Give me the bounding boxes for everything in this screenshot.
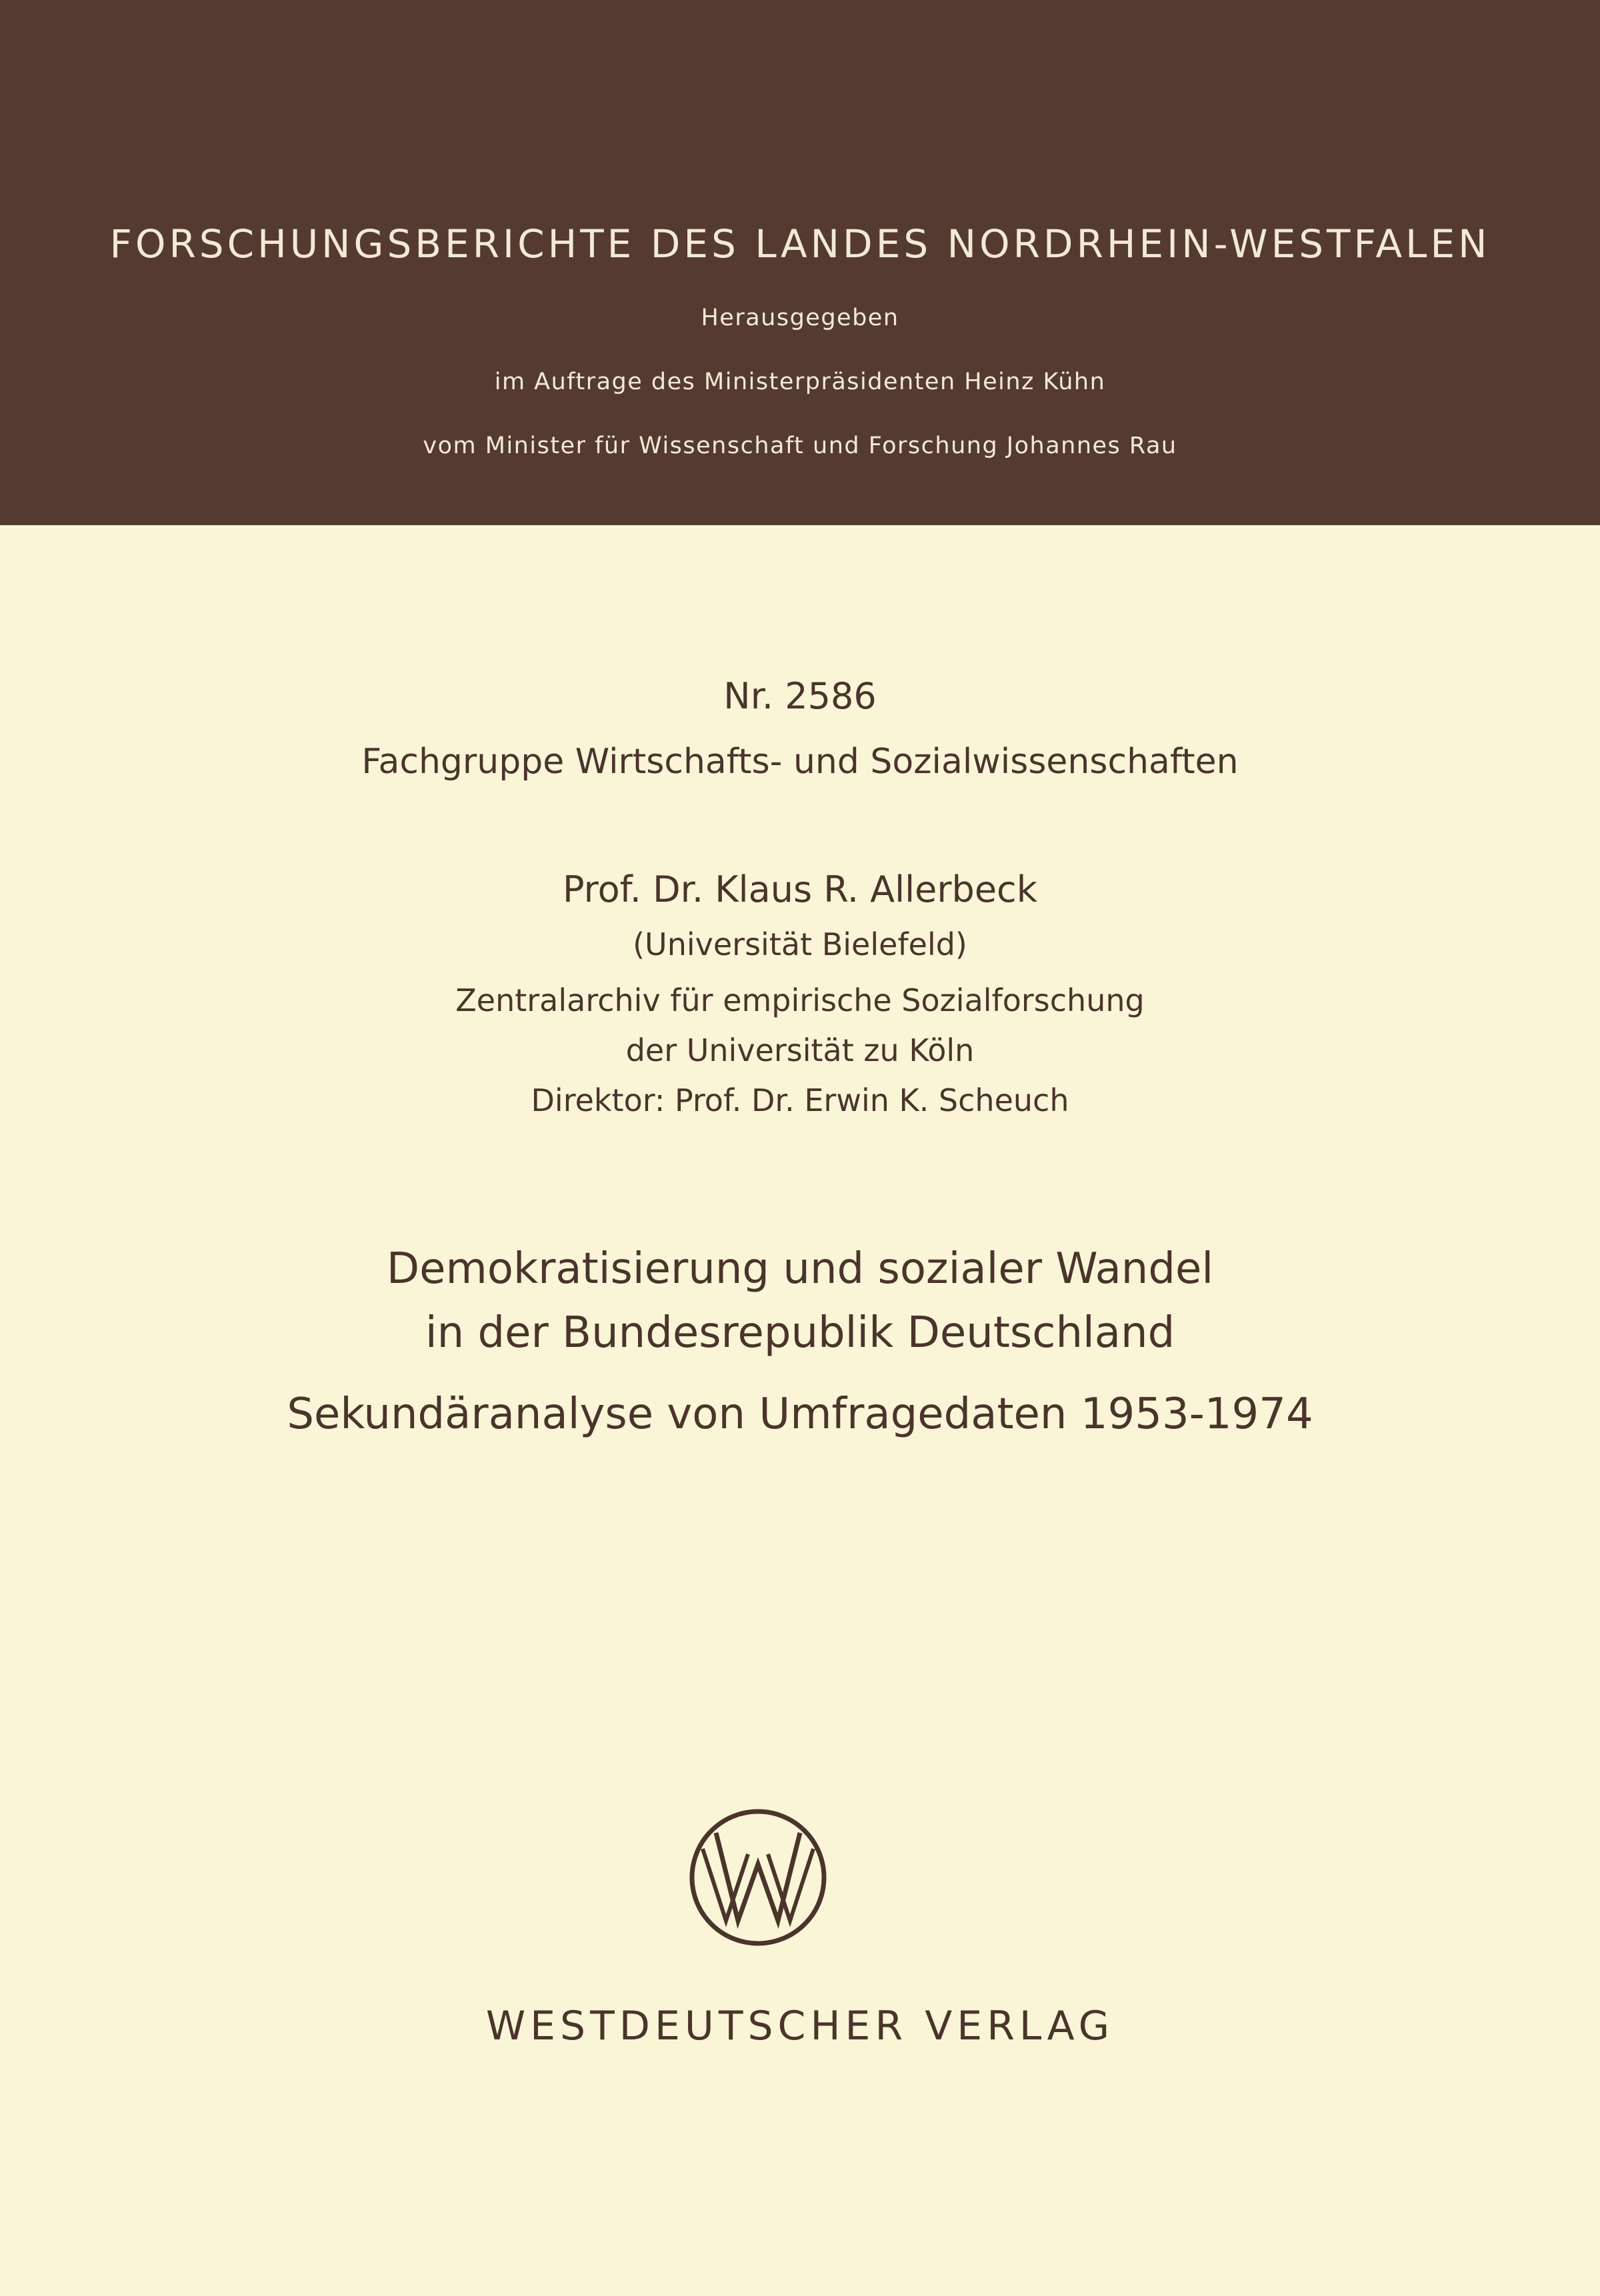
publisher-logo-icon <box>688 1807 828 1947</box>
series-title: FORSCHUNGSBERICHTE DES LANDES NORDRHEIN-WESTFALEN <box>109 221 1491 267</box>
book-title-line: Demokratisierung und sozialer Wandel <box>386 1244 1214 1294</box>
minister-line: vom Minister für Wissenschaft und Forschung Johannes Rau <box>423 433 1177 459</box>
author-name: Prof. Dr. Klaus R. Allerbeck <box>562 868 1038 910</box>
book-title-line: in der Bundesrepublik Deutschland <box>425 1308 1175 1358</box>
author-affiliation-line: Zentralarchiv für empirische Sozialforschung <box>455 982 1145 1018</box>
series-number: Nr. 2586 <box>723 675 877 717</box>
book-subtitle: Sekundäranalyse von Umfragedaten 1953-1974 <box>287 1390 1313 1439</box>
author-affiliation-line: der Universität zu Köln <box>625 1032 975 1068</box>
subject-group: Fachgruppe Wirtschafts- und Sozialwissenschaften <box>361 742 1239 782</box>
publisher-name: WESTDEUTSCHER VERLAG <box>485 2003 1115 2049</box>
header-band <box>0 0 1600 525</box>
author-affiliation-line: Direktor: Prof. Dr. Erwin K. Scheuch <box>531 1082 1069 1118</box>
author-affiliation-line: (Universität Bielefeld) <box>633 926 967 962</box>
commission-line: im Auftrage des Ministerpräsidenten Heinz Kühn <box>494 369 1106 395</box>
edited-label: Herausgegeben <box>701 305 899 331</box>
